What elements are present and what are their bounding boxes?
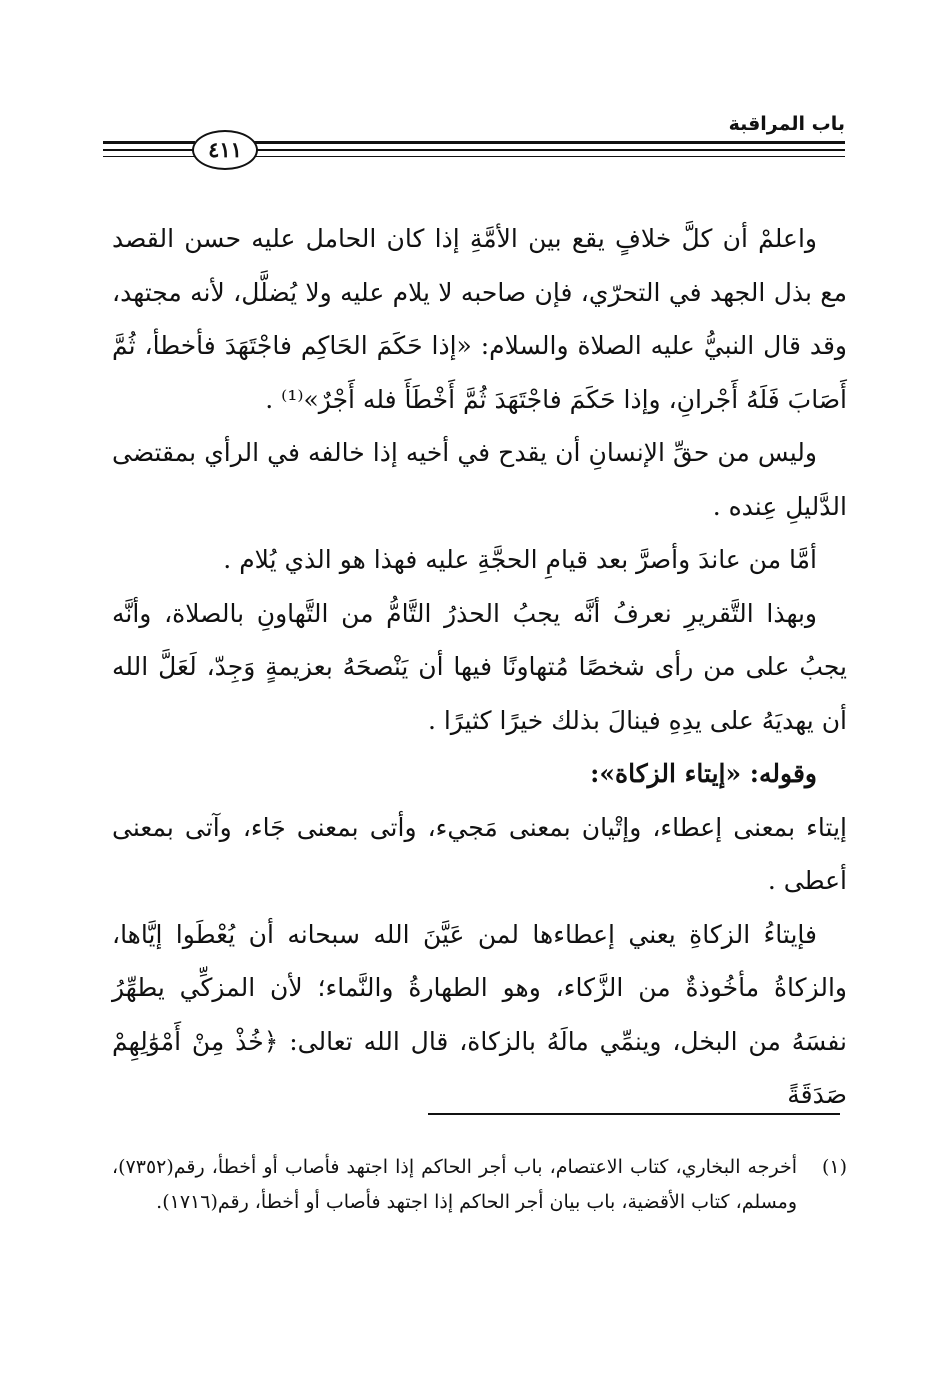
paragraph: أمَّا من عاندَ وأصرَّ بعد قيامِ الحجَّةِ عليه فهذا هو الذي يُلام . <box>223 545 817 574</box>
footnote <box>112 1150 847 1220</box>
paragraph: إيتاء بمعنى إعطاء، وإتْيان بمعنى مَجيء، وأتى بمعنى جَاء، وآتى بمعنى أعطى . <box>112 812 847 895</box>
paragraph: وبهذا التَّقريرِ نعرفُ أنَّه يجبُ الحذرُ التَّامُّ من التَّهاونِ بالصلاة، وأنَّه يجبُ على من رأى شخصًا مُتهاونًا فيها أن يَنْصحَهُ بعزيمةٍ وَجِدّ، لَعَلَّ الله أن يهديَهُ على يدِهِ فينالَ بذلك خيرًا كثيرًا . <box>112 598 847 735</box>
section-heading: وقوله: «إيتاء الزكاة»: <box>590 759 817 788</box>
paragraph: واعلمْ أن كلَّ خلافٍ يقع بين الأمَّةِ إذا كان الحامل عليه حسن القصد مع بذل الجهد في التحرّي، فإن صاحبه لا يلام عليه ولا يُضلَّل، لأنه مجتهد، وقد قال النبيُّ عليه الصلاة والسلام: «إذا حَكَمَ الحَاكِم فاجْتَهَدَ فأخطأ، ثُمَّ أَصَابَ فَلَهُ أَجْرانِ، وإذا حَكَمَ فاجْتَهَدَ ثُمَّ أَخْطَأَ فله أَجْرٌ»⁽¹⁾ . <box>112 224 847 414</box>
footnote-separator <box>428 1113 840 1115</box>
header-rule <box>252 156 845 157</box>
chapter-title: باب المراقبة <box>728 113 845 135</box>
header-rule <box>103 141 195 144</box>
paragraph: فإيتاءُ الزكاةِ يعني إعطاءها لمن عَيَّنَ الله سبحانه أن يُعْطَوا إيَّاها، والزكاةُ مأخُوذةٌ من الزَّكاء، وهو الطهارةُ والنَّماء؛ لأن المزكِّي يطهِّرُ نفسَهُ من البخل، وينمِّي مالَهُ بالزكاة، قال الله تعالى: ﴿خُذْ مِنْ أَمْوَٰلِهِمْ صَدَقَةً <box>112 919 847 1109</box>
footnote-text: أخرجه البخاري، كتاب الاعتصام، باب أجر الحاكم إذا اجتهد فأصاب أو أخطأ، رقم(٧٣٥٢)، ومسلم، كتاب الأقضية، باب بيان أجر الحاكم إذا اجتهد فأصاب أو أخطأ، رقم(١٧١٦). <box>112 1156 797 1213</box>
paragraph: وليس من حقِّ الإنسانِ أن يقدح في أخيه إذا خالفه في الرأي بمقتضى الدَّليلِ عِنده . <box>112 438 847 521</box>
footnote-number: (١) <box>821 1156 847 1178</box>
body-text <box>112 212 847 1122</box>
header-rule <box>252 149 845 151</box>
header-rule <box>103 149 195 151</box>
header-rule <box>103 156 195 157</box>
header-rule <box>252 141 845 144</box>
page-number: ٤١١ <box>192 130 258 170</box>
